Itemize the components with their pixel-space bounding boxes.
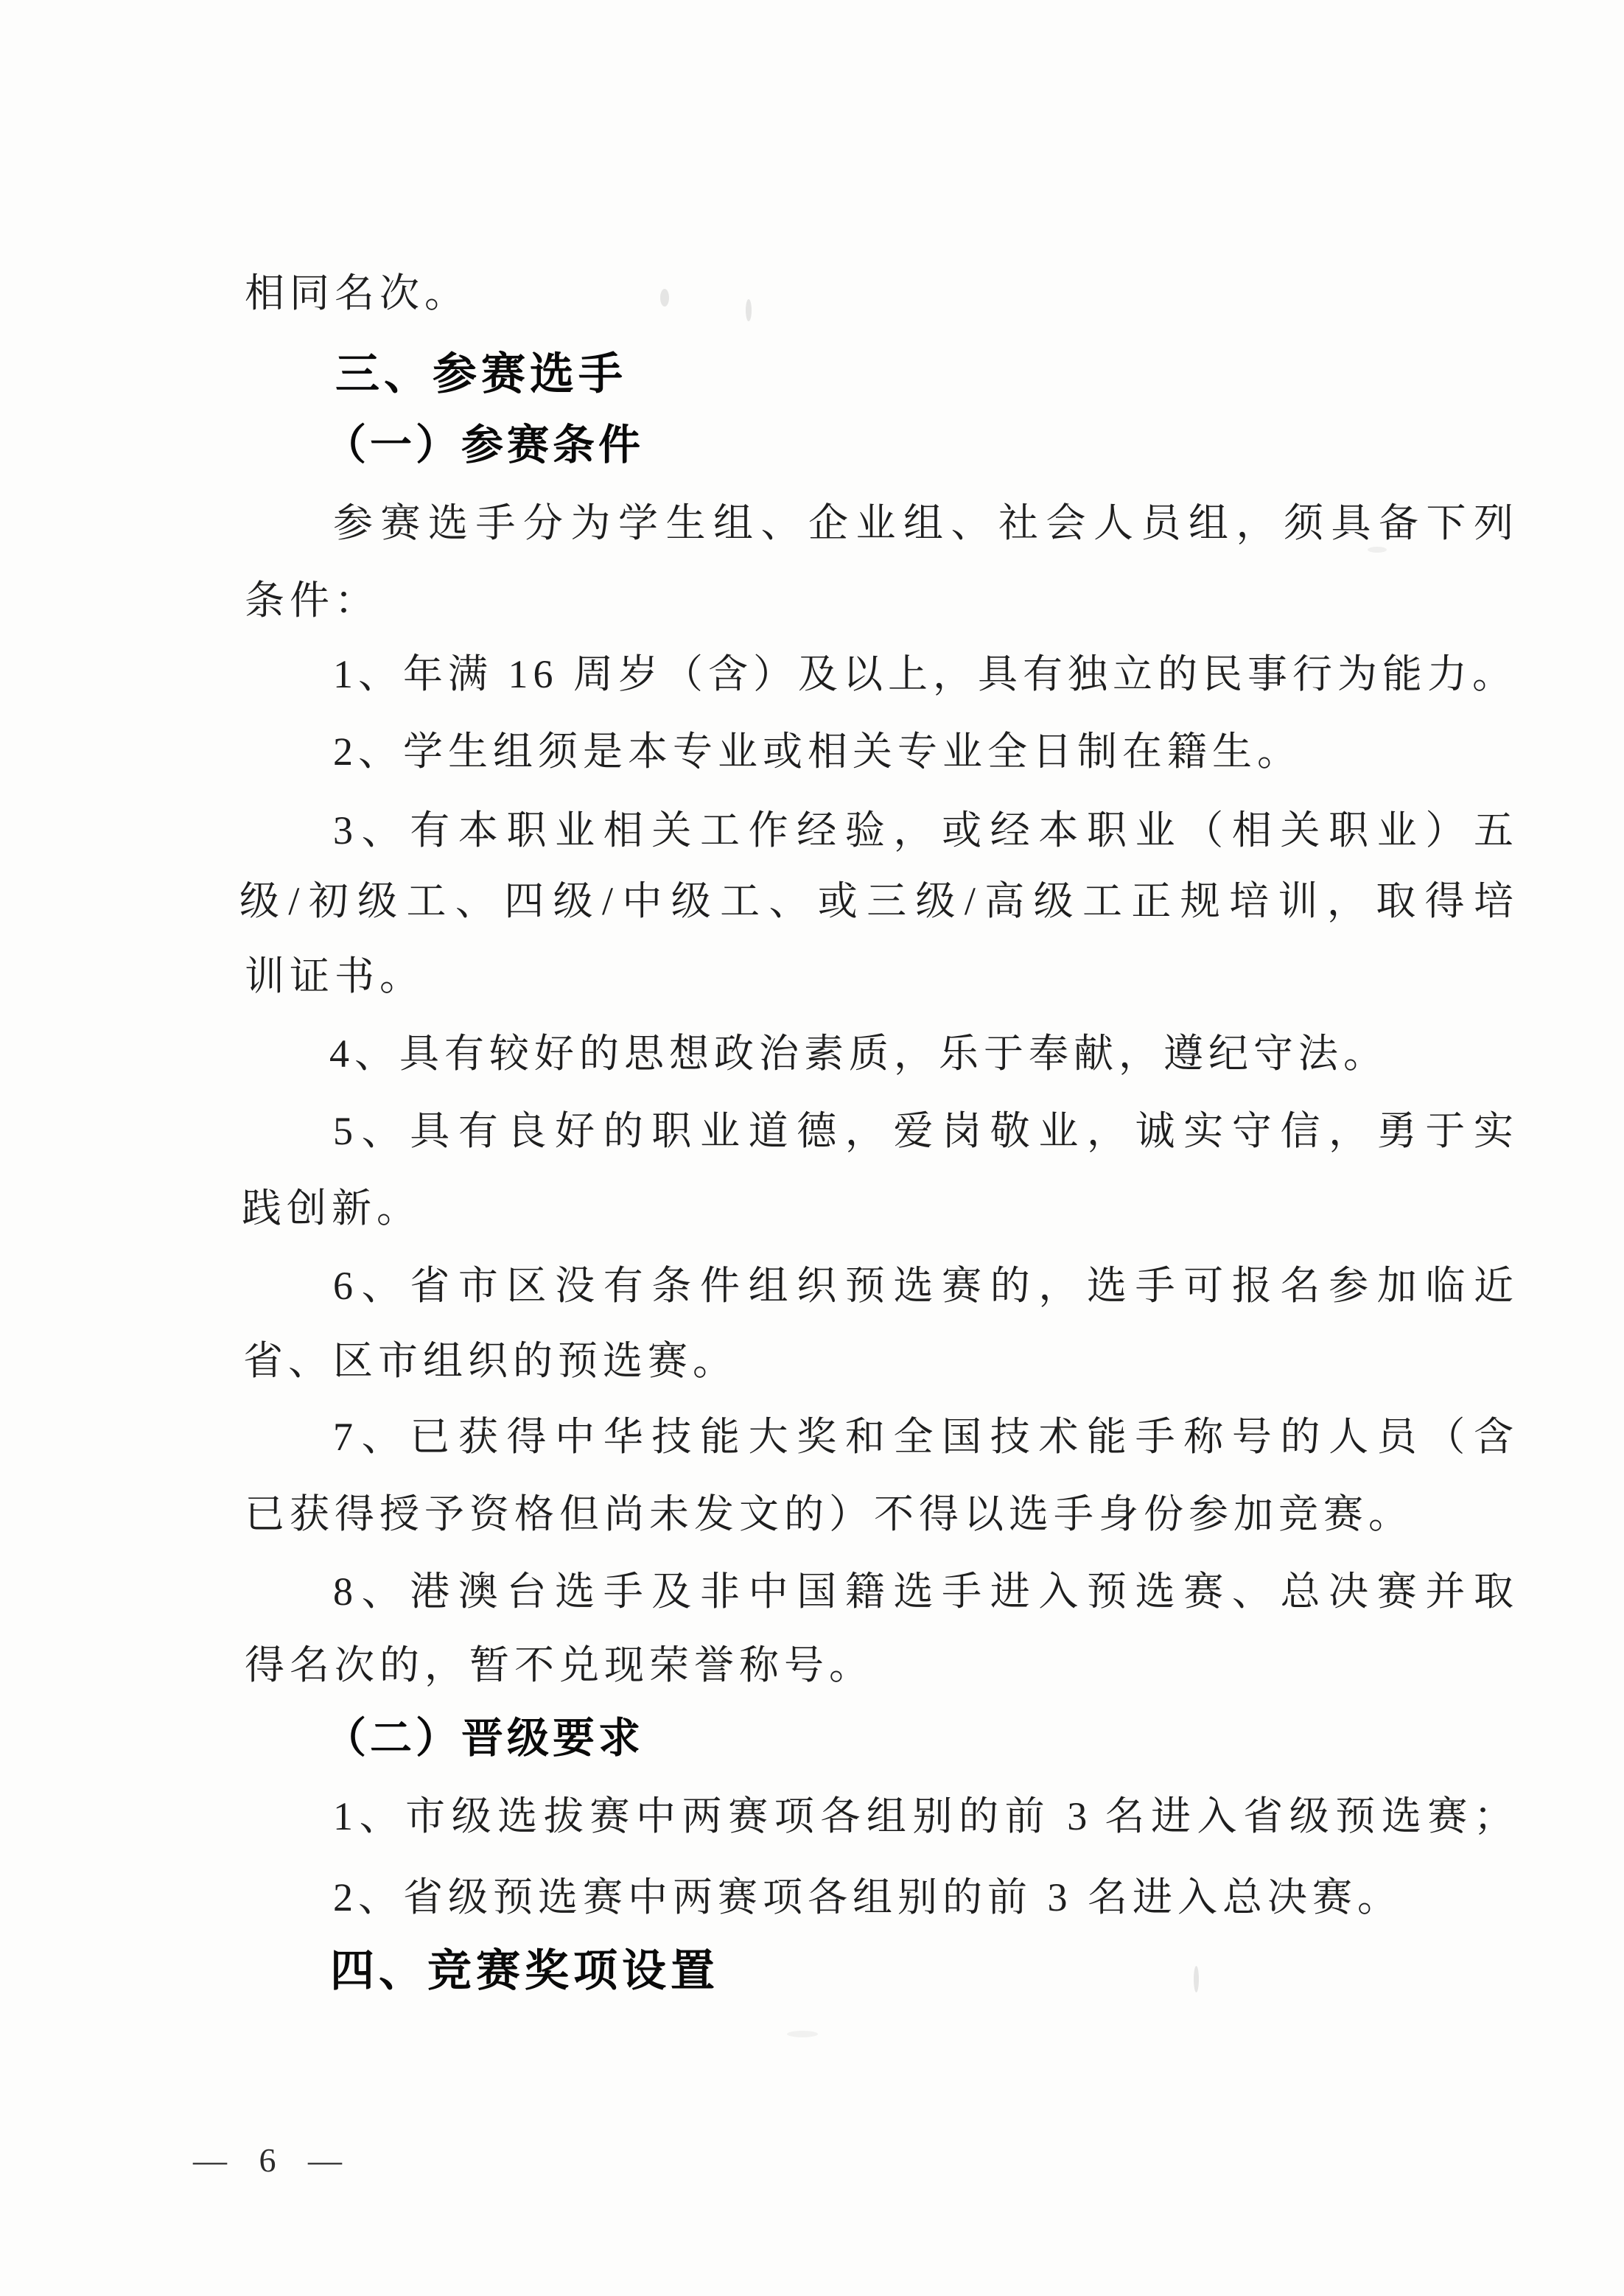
scan-artifact bbox=[1194, 1966, 1199, 1992]
condition-item-3-continuation-2: 训证书。 bbox=[245, 954, 424, 998]
promotion-item-1: 1、市级选拔赛中两赛项各组别的前 3 名进入省级预选赛； bbox=[333, 1794, 1515, 1838]
condition-item-2: 2、学生组须是本专业或相关专业全日制在籍生。 bbox=[333, 729, 1302, 774]
scan-artifact bbox=[1368, 547, 1387, 553]
condition-item-6-continuation: 省、区市组织的预选赛。 bbox=[243, 1339, 738, 1383]
subheading-entry-conditions: （一）参赛条件 bbox=[324, 422, 644, 469]
condition-item-7-continuation: 已获得授予资格但尚未发文的）不得以选手身份参加竞赛。 bbox=[245, 1492, 1413, 1536]
heading-section-3-contestants: 三、参赛选手 bbox=[335, 349, 627, 399]
subheading-promotion-requirements: （二）晋级要求 bbox=[324, 1715, 644, 1762]
scan-artifact bbox=[787, 2031, 818, 2037]
condition-item-5: 5、具有良好的职业道德，爱岗敬业，诚实守信，勇于实 bbox=[333, 1109, 1515, 1153]
condition-item-7: 7、已获得中华技能大奖和全国技术能手称号的人员（含 bbox=[333, 1415, 1515, 1459]
condition-item-8-continuation: 得名次的，暂不兑现荣誉称号。 bbox=[245, 1643, 874, 1687]
heading-section-4-awards: 四、竞赛奖项设置 bbox=[330, 1946, 719, 1995]
condition-item-6: 6、省市区没有条件组织预选赛的，选手可报名参加临近 bbox=[333, 1264, 1515, 1308]
condition-item-1: 1、年满 16 周岁（含）及以上，具有独立的民事行为能力。 bbox=[333, 652, 1517, 696]
scan-artifact bbox=[746, 299, 752, 321]
paragraph-continuation-ranking: 相同名次。 bbox=[245, 271, 469, 315]
condition-item-8: 8、港澳台选手及非中国籍选手进入预选赛、总决赛并取 bbox=[333, 1569, 1515, 1614]
condition-item-5-continuation: 践创新。 bbox=[242, 1186, 421, 1231]
page-number: — 6 — bbox=[193, 2141, 354, 2179]
paragraph-intro-groups: 参赛选手分为学生组、企业组、社会人员组，须具备下列 bbox=[333, 501, 1515, 545]
scan-artifact bbox=[660, 289, 669, 307]
condition-item-3-continuation-1: 级/初级工、四级/中级工、或三级/高级工正规培训，取得培 bbox=[239, 879, 1515, 923]
condition-item-4: 4、具有较好的思想政治素质，乐于奉献，遵纪守法。 bbox=[329, 1032, 1388, 1076]
condition-item-3: 3、有本职业相关工作经验，或经本职业（相关职业）五 bbox=[333, 808, 1515, 853]
paragraph-intro-groups-continuation: 条件： bbox=[245, 578, 379, 623]
promotion-item-2: 2、省级预选赛中两赛项各组别的前 3 名进入总决赛。 bbox=[333, 1875, 1402, 1919]
